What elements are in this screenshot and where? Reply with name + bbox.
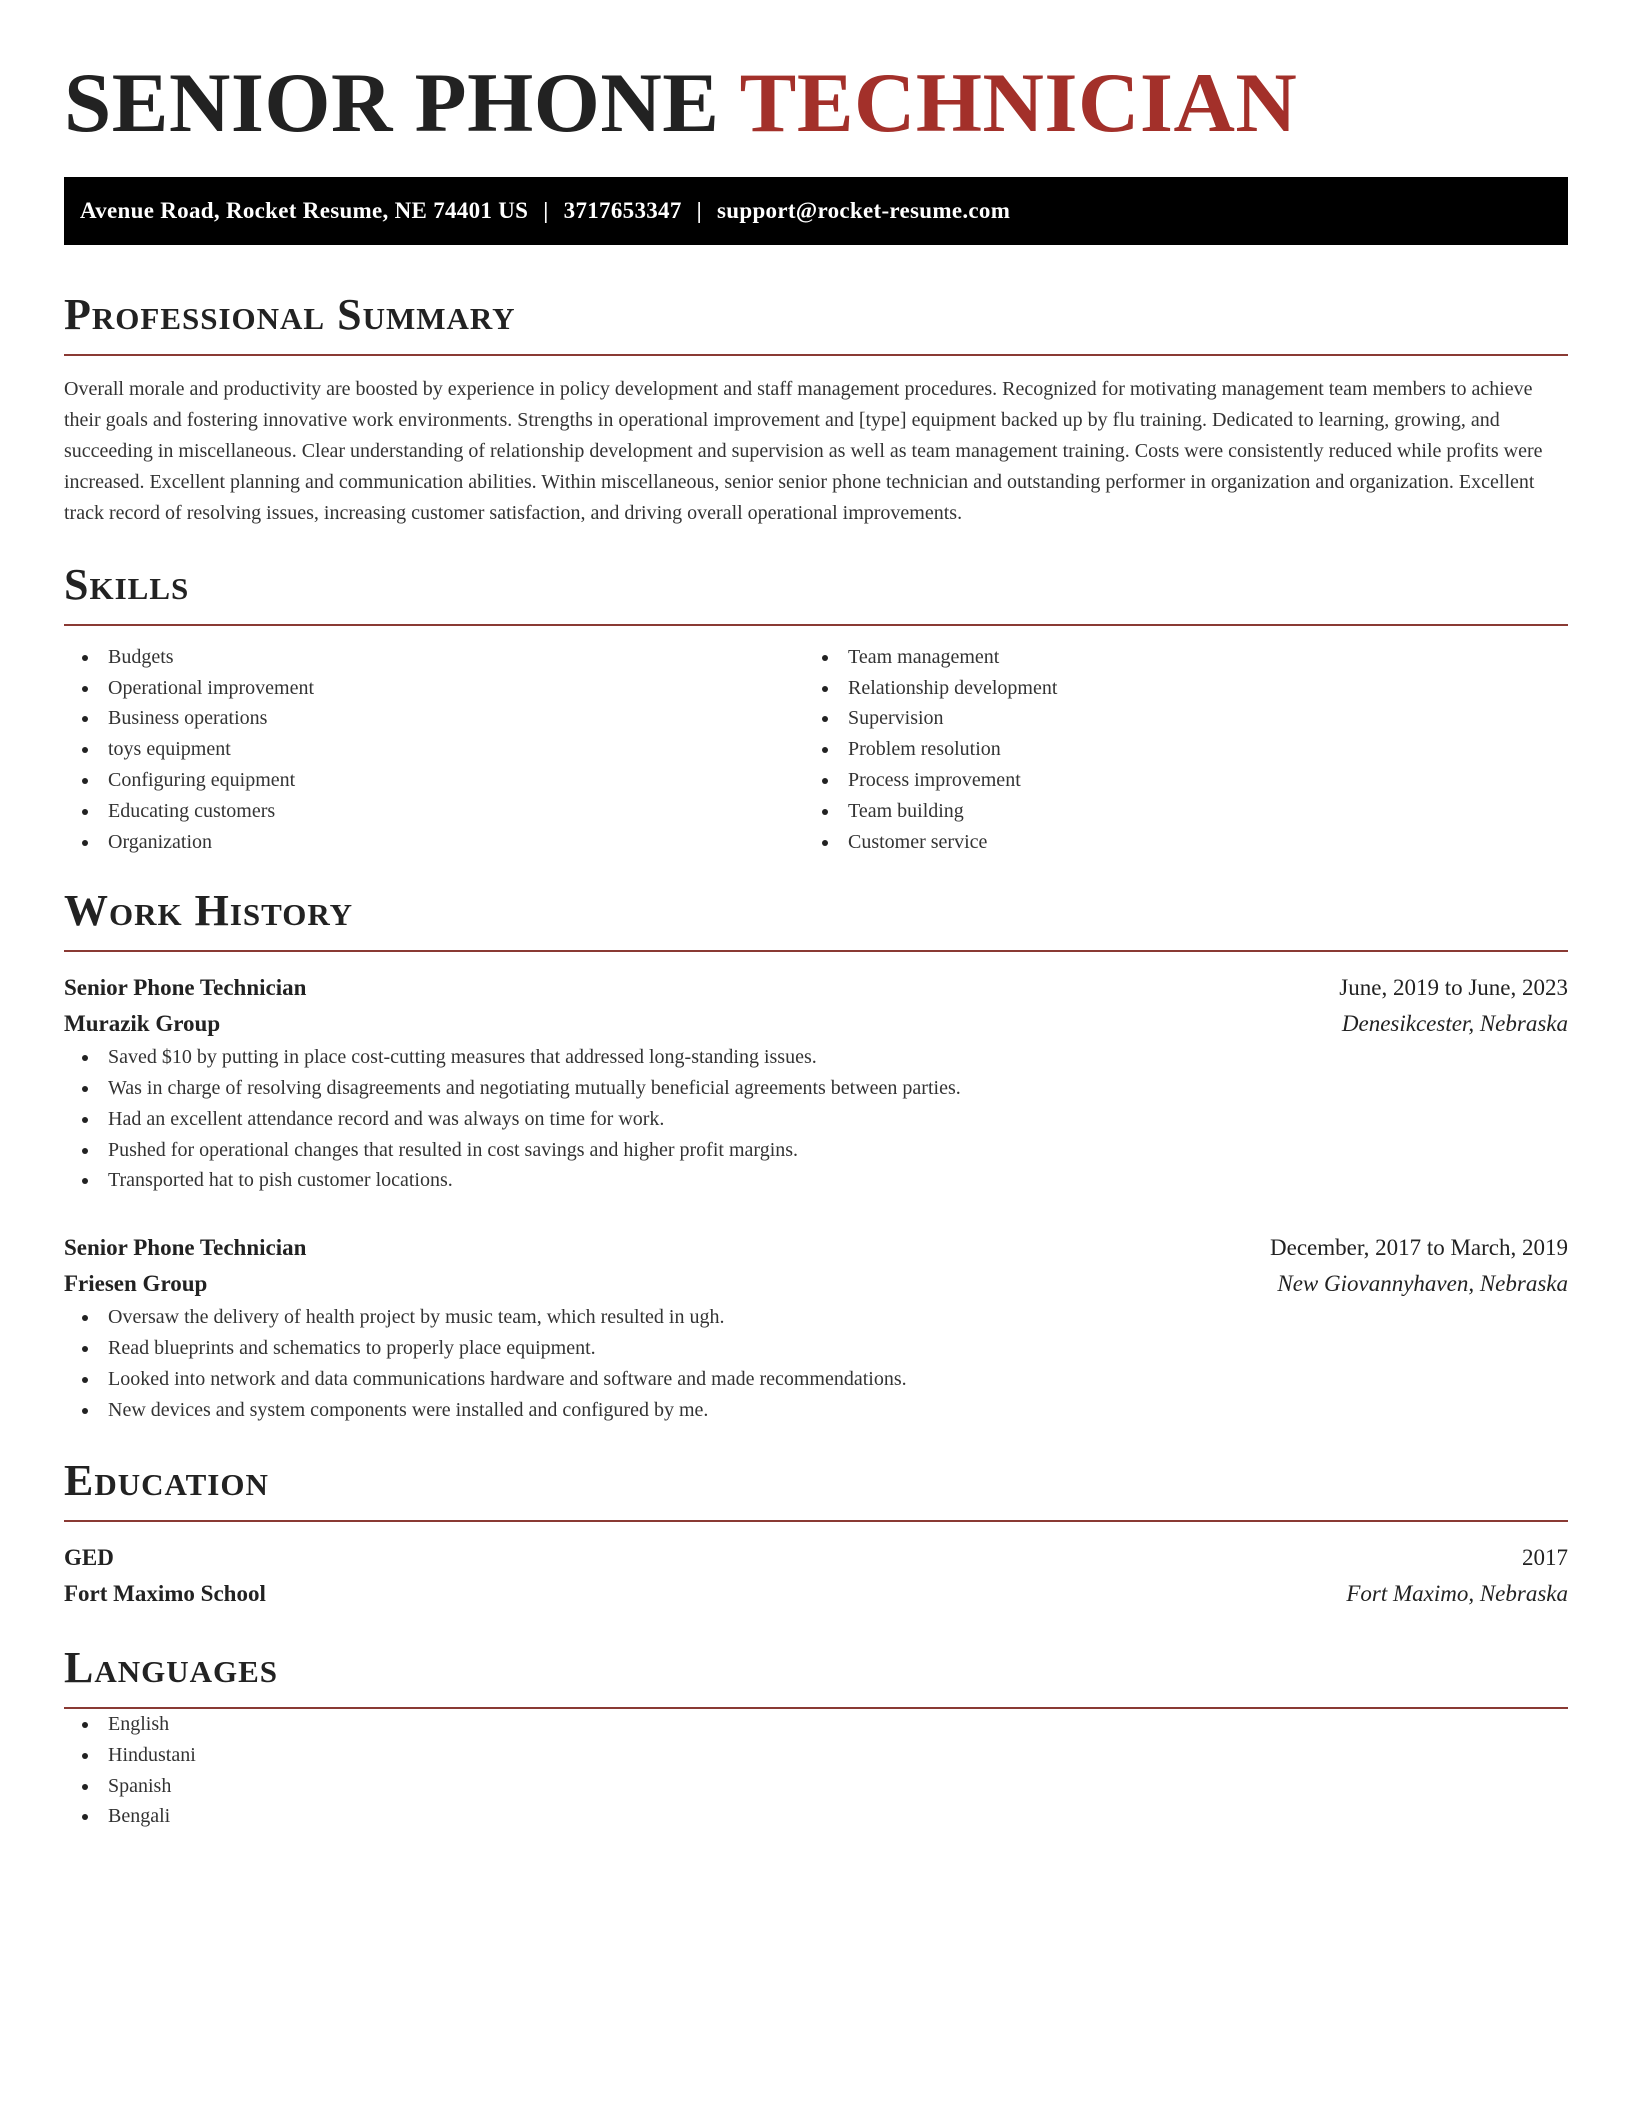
section-title-skills: Skills [64, 559, 190, 609]
skill-item: Process improvement [804, 765, 1544, 796]
section-divider [64, 950, 1568, 952]
skill-item: Educating customers [64, 796, 804, 827]
skill-item: Supervision [804, 703, 1544, 734]
language-item: Spanish [64, 1771, 1568, 1802]
skill-item: Operational improvement [64, 673, 804, 704]
education-location: Fort Maximo, Nebraska [1346, 1581, 1568, 1607]
section-divider [64, 624, 1568, 626]
job-title: Senior Phone Technician [64, 1235, 307, 1261]
job-bullet: Pushed for operational changes that resulted in cost savings and higher profit margins. [64, 1135, 1568, 1166]
section-divider [64, 354, 1568, 356]
job-location: Denesikcester, Nebraska [1341, 1011, 1568, 1037]
contact-address: Avenue Road, Rocket Resume, NE 74401 US [80, 198, 529, 224]
job-bullet: Had an excellent attendance record and was always on time for work. [64, 1104, 1568, 1135]
job-entry [64, 1230, 1568, 1425]
skills-grid [64, 642, 1568, 858]
job-bullets [64, 1302, 1568, 1425]
education-year: 2017 [1522, 1545, 1568, 1571]
job-bullet: Transported hat to pish customer locations. [64, 1165, 1568, 1196]
job-dates: June, 2019 to June, 2023 [1339, 975, 1568, 1001]
job-company: Murazik Group [64, 1011, 221, 1037]
languages-list [64, 1709, 1568, 1832]
job-company: Friesen Group [64, 1271, 208, 1297]
job-bullet: Read blueprints and schematics to properly place equipment. [64, 1333, 1568, 1364]
title-first-part: SENIOR PHONE [64, 56, 720, 150]
education-section [64, 1455, 1568, 1612]
job-bullet: Saved $10 by putting in place cost-cutting measures that addressed long-standing issues. [64, 1042, 1568, 1073]
job-bullets [64, 1042, 1568, 1196]
section-title-languages: Languages [64, 1643, 279, 1693]
contact-separator: | [543, 198, 549, 224]
job-dates: December, 2017 to March, 2019 [1270, 1235, 1568, 1261]
section-title-work-history: Work History [64, 886, 354, 936]
skills-section [64, 559, 1568, 857]
job-company-row [64, 1266, 1568, 1302]
education-entry [64, 1540, 1568, 1612]
job-entry [64, 970, 1568, 1196]
section-title-summary: Professional Summary [64, 290, 516, 340]
section-divider [64, 1520, 1568, 1522]
education-school: Fort Maximo School [64, 1581, 266, 1607]
skill-item: Team management [804, 642, 1544, 673]
summary-text: Overall morale and productivity are boosted by experience in policy development and staff management procedures. Recognized for motivating management team members to achieve their goals and fostering innovative work environments. Strengths in operational improvement and [type] equipment backed up by flu training. Dedicated to learning, growing, and succeeding in miscellaneous. Clear understanding of relationship development and supervision as well as team management training. Costs were consistently reduced while profits were increased. Excellent planning and communication abilities. Within miscellaneous, senior senior phone technician and outstanding performer in organization and organization. Excellent track record of resolving issues, increasing customer satisfaction, and driving overall operational improvements. [64, 377, 1543, 524]
job-title: Senior Phone Technician [64, 975, 307, 1001]
language-item: English [64, 1709, 1568, 1740]
job-bullet: Looked into network and data communications hardware and software and made recommendations. [64, 1364, 1568, 1395]
skill-item: Problem resolution [804, 734, 1544, 765]
job-header-row [64, 1230, 1568, 1266]
skill-item: Business operations [64, 703, 804, 734]
resume-title [64, 56, 1568, 151]
job-bullet: New devices and system components were installed and configured by me. [64, 1395, 1568, 1426]
languages-section [64, 1642, 1568, 1832]
skills-column-right [804, 642, 1544, 858]
skills-column-left [64, 642, 804, 858]
contact-separator: | [696, 198, 703, 224]
job-bullet: Was in charge of resolving disagreements and negotiating mutually beneficial agreements between parties. [64, 1073, 1568, 1104]
skill-item: Relationship development [804, 673, 1544, 704]
job-location: New Giovannyhaven, Nebraska [1277, 1271, 1568, 1297]
education-school-row [64, 1576, 1568, 1612]
skill-item: toys equipment [64, 734, 804, 765]
education-degree: GED [64, 1545, 114, 1571]
job-bullet: Oversaw the delivery of health project by music team, which resulted in ugh. [64, 1302, 1568, 1333]
section-title-education: Education [64, 1456, 269, 1506]
education-header-row [64, 1540, 1568, 1576]
skill-item: Organization [64, 827, 804, 858]
language-item: Hindustani [64, 1740, 1568, 1771]
skill-item: Budgets [64, 642, 804, 673]
skill-item: Team building [804, 796, 1544, 827]
skill-item: Configuring equipment [64, 765, 804, 796]
summary-section [64, 289, 1568, 529]
contact-bar [64, 177, 1568, 245]
skill-item: Customer service [804, 827, 1544, 858]
job-header-row [64, 970, 1568, 1006]
work-history-section [64, 885, 1568, 1425]
language-item: Bengali [64, 1801, 1568, 1832]
job-company-row [64, 1006, 1568, 1042]
contact-email: support@rocket-resume.com [717, 198, 1011, 224]
title-accent-part: TECHNICIAN [739, 56, 1298, 150]
contact-phone: 3717653347 [563, 198, 682, 224]
